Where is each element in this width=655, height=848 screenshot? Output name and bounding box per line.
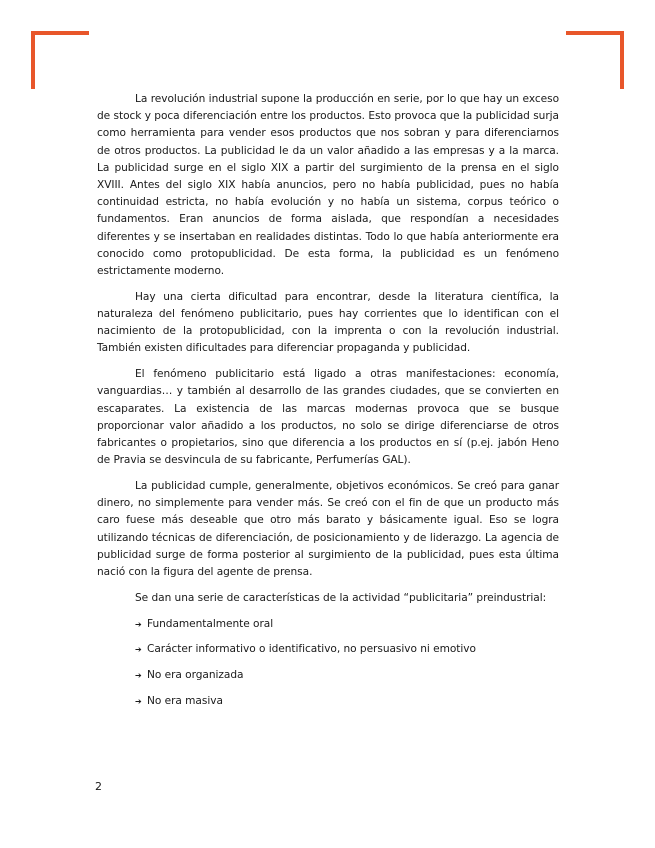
arrow-right-icon: ➔ <box>135 619 142 629</box>
characteristics-list <box>97 616 559 711</box>
paragraph-1: La revolución industrial supone la producción en serie, por lo que hay un exceso de stock y poca diferenciación entre los productos. Esto provoca que la publicidad surja como herramienta para vender esos productos que nos sobran y para diferenciarnos de otros productos. La publicidad le da un valor añadido a las empresas y a la marca. La publicidad surge en el siglo XIX a partir del surgimiento de la prensa en el siglo XVIII. Antes del siglo XIX había anuncios, pero no había publicidad, pues no había continuidad estricta, no había evolución y no había un sistema, corpus teórico o fundamentos. Eran anuncios de forma aislada, que respondían a necesidades diferentes y se insertaban en realidades distintas. Todo lo que había anteriormente era conocido como protopublicidad. De esta forma, la publicidad es un fenómeno estrictamente moderno. <box>97 93 559 278</box>
arrow-right-icon: ➔ <box>135 671 142 681</box>
corner-bracket-top-right <box>566 31 624 89</box>
paragraph-5: Se dan una serie de características de la actividad “publicitaria” preindustrial: <box>135 591 547 604</box>
page-number: 2 <box>95 780 102 793</box>
list-item-text: Fundamentalmente oral <box>147 617 274 630</box>
paragraph-2: Hay una cierta dificultad para encontrar, desde la literatura científica, la naturaleza del fenómeno publicitario, pues hay corrientes que lo identifican con el nacimiento de la protopublicidad, con la imprenta o con la revolución industrial. También existen dificultades para diferenciar propaganda y publicidad. <box>97 290 559 355</box>
list-item-text: No era organizada <box>147 669 244 682</box>
paragraph-4: La publicidad cumple, generalmente, objetivos económicos. Se creó para ganar dinero, no simplemente para vender más. Se creó con el fin de que un producto más caro fuese más deseable que otro más barato y básicamente igual. Eso se logra utilizando técnicas de diferenciación, de posicionamiento y de liderazgo. La agencia de publicidad surge de forma posterior al surgimiento de la publicidad, pues esta última nació con la figura del agente de prensa. <box>97 480 559 579</box>
arrow-right-icon: ➔ <box>135 645 142 655</box>
list-item <box>135 616 559 633</box>
paragraph-3: El fenómeno publicitario está ligado a otras manifestaciones: economía, vanguardias… y también al desarrollo de las grandes ciudades, que se convierten en escaparates. La existencia de las marcas modernas provoca que se busque proporcionar valor añadido a los productos, no solo se dirige diferenciarse de otros fabricantes o propietarios, sino que diferencia a los productos en sí (p.ej. jabón Heno de Pravia se desvincula de su fabricante, Perfumerías GAL). <box>97 368 559 467</box>
document-body <box>97 91 559 719</box>
list-item-text: Carácter informativo o identificativo, no persuasivo ni emotivo <box>147 643 476 656</box>
list-item <box>135 667 559 684</box>
list-item-text: No era masiva <box>147 695 223 708</box>
corner-bracket-top-left <box>31 31 89 89</box>
arrow-right-icon: ➔ <box>135 697 142 707</box>
list-item <box>135 693 559 710</box>
list-item <box>135 641 559 658</box>
